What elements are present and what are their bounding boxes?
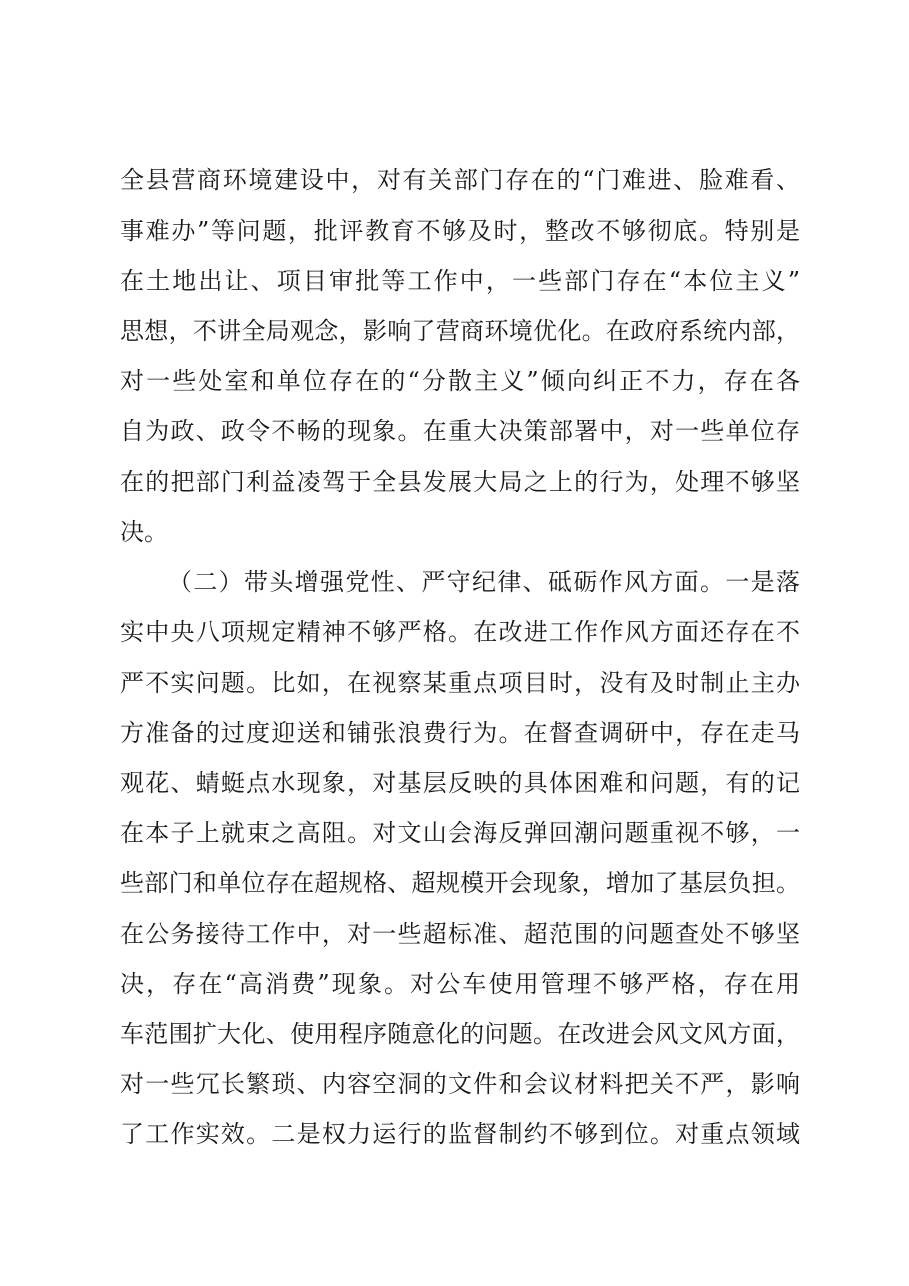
body-text-line: 在公务接待工作中，对一些超标准、超范围的问题查处不够坚 [120,920,800,948]
body-text-line: 实中央八项规定精神不够严格。在改进工作作风方面还存在不 [120,618,800,646]
body-text-line: 车范围扩大化、使用程序随意化的问题。在改进会风文风方面， [120,1020,800,1048]
body-text-line: 严不实问题。比如，在视察某重点项目时，没有及时制止主办 [120,669,800,697]
section-heading-line: （二）带头增强党性、严守纪律、砥砺作风方面。一是落 [168,568,800,596]
body-text-line: 事难办”等问题，批评教育不够及时，整改不够彻底。特别是 [120,217,800,245]
body-text-line: 在土地出让、项目审批等工作中，一些部门存在“本位主义” [120,267,800,295]
body-text-line: 对一些处室和单位存在的“分散主义”倾向纠正不力，存在各 [120,367,800,395]
body-text-line: 决，存在“高消费”现象。对公车使用管理不够严格，存在用 [120,970,800,998]
body-text-line: 自为政、政令不畅的现象。在重大决策部署中，对一些单位存 [120,417,800,445]
body-text-line: 方准备的过度迎送和铺张浪费行为。在督查调研中，存在走马 [120,719,800,747]
body-text-line: 些部门和单位存在超规格、超规模开会现象，增加了基层负担。 [120,869,800,897]
body-text-line: 在的把部门利益凌驾于全县发展大局之上的行为，处理不够坚 [120,468,800,496]
body-text-line: 思想，不讲全局观念，影响了营商环境优化。在政府系统内部， [120,317,800,345]
body-text-line: 对一些冗长繁琐、内容空洞的文件和会议材料把关不严，影响 [120,1070,800,1098]
body-text-line: 决。 [120,518,168,546]
body-text-line: 全县营商环境建设中，对有关部门存在的“门难进、脸难看、 [120,166,800,194]
body-text-line: 在本子上就束之高阻。对文山会海反弹回潮问题重视不够，一 [120,819,800,847]
body-text-line: 了工作实效。二是权力运行的监督制约不够到位。对重点领域 [120,1120,800,1148]
body-text-line: 观花、蜻蜓点水现象，对基层反映的具体困难和问题，有的记 [120,769,800,797]
